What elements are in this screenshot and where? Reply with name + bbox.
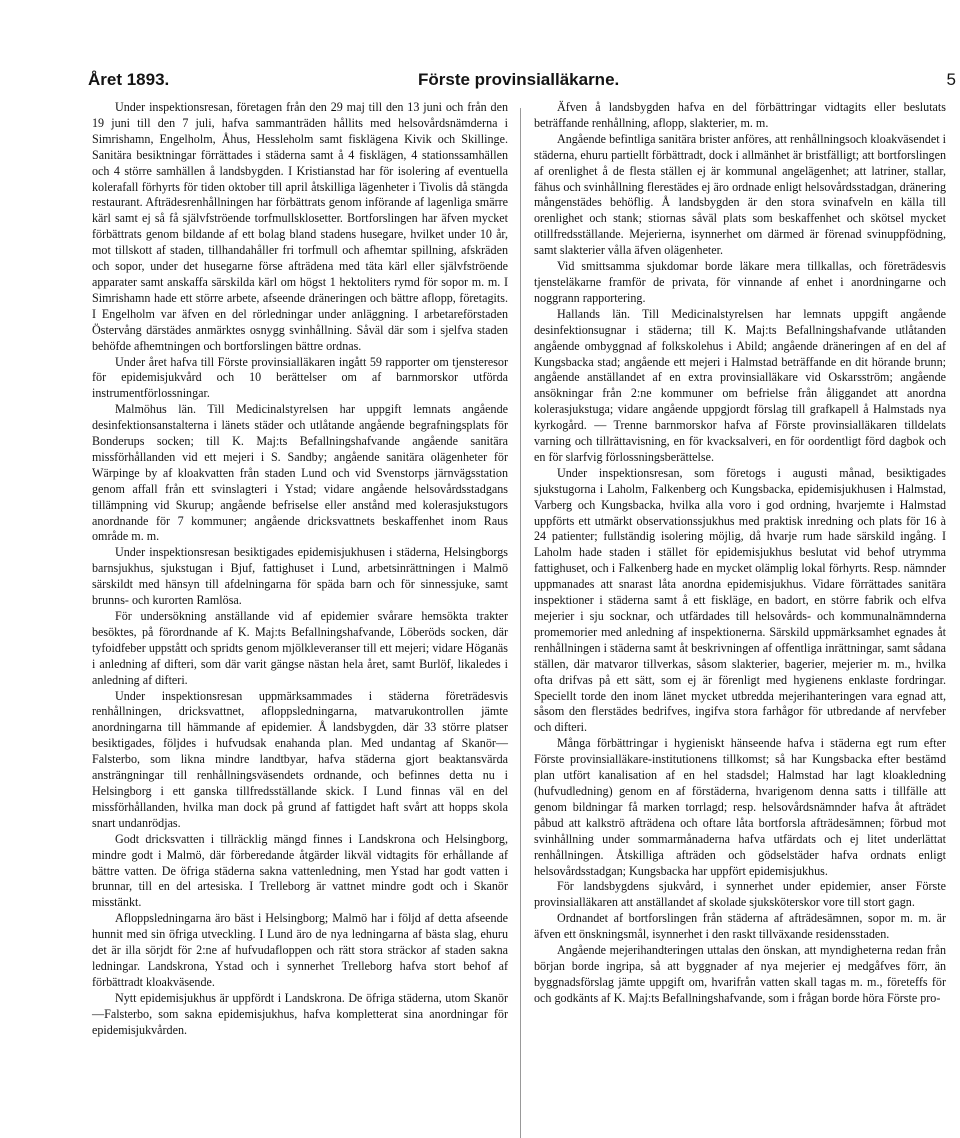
left-column <box>92 100 508 1038</box>
header-year: Året 1893. <box>88 70 170 89</box>
paragraph: Äfven å landsbygden hafva en del förbättringar vidtagits eller beslutats beträffande renhållning, aflopp, slakterier, m. m. <box>534 100 946 130</box>
paragraph: Angående mejerihandteringen uttalas den önskan, att myndigheterna redan från början borde ingripa, så att byggnader af nya mejerier ej medgåfves förr, än byggnadsförslag jämte uppgift om, hvarifrån vatten skall tagas m. m., företeffs för och godkänts af K. Maj:ts Befallningshafvande, som i frågan borde höra Förste pro- <box>534 943 946 1005</box>
paragraph: Afloppsledningarna äro bäst i Helsingborg; Malmö har i följd af detta afseende hunnit med sin öfriga utveckling. I Lund äro de nya ledningarna af bästa slag, ehuru det är illa sörjdt för 2:ne af hufvudafloppen och rätt stora sträckor af staden sakna ledningar. Landskrona, Ystad och i synnerhet Trelleborg hafva stort behof af förbättradt kloakväsende. <box>92 911 508 989</box>
paragraph: Godt dricksvatten i tillräcklig mängd finnes i Landskrona och Helsingborg, mindre godt i Malmö, där förberedande åtgärder likväl vidtagits för erhållande af bättre vatten. De öfriga städerna sakna vattenledning, men Ystad har godt vatten i brunnar, till en del artesiska. I Trelleborg är vattnet mindre godt och i Skanör misstänkt. <box>92 831 508 910</box>
paragraph: Malmöhus län. Till Medicinalstyrelsen har uppgift lemnats angående desinfektionsanstalterna i länets städer och utlåtande angående begrafningsplats för Bonderups socken; till K. Maj:ts Befallningshafvande angående sanitära missförhållanden vid ett mejeri i S. Sandby; angående sanitära olägenheter för Wärpinge by af kloakvatten från staden Lund och vid Svenstorps järnvägsstation genom affall från ett svinslagteri i Ystad; vidare angående helsovårdsstadgans tillämpning vid Skurup; angående befriselse eller anstånd med kolerasjukstugors anordnande för 7 kommuner; angående dricksvattnets beskaffenhet inom Raus område m. m. <box>92 402 508 544</box>
paragraph: Under inspektionsresan uppmärksammades i städerna företrädesvis renhållningen, dricksvattnet, afloppsledningarna, matvarukontrollen jämte anordningarna till hämmande af epidemier. Å landsbygden, där 33 större platser besiktigades, följdes i hufvudsak enahanda plan. Med undantag af Skanör—Falsterbo, som likna mindre landtbyar, hafva städerna gjort beaktansvärda ansträngningar till renhållningsväsendets ordnande, och befinnes detta nu i Helsingborg i ett ganska tillfredsställande skick. I Lund finnas väl en del missförhållanden, hvilka man dock på grund af fattigdet haft svårt att hopps skola snart undanrödjas. <box>92 688 508 830</box>
paragraph: Angående befintliga sanitära brister anföres, att renhållningsoch kloakväsendet i städerna, ehuru partiellt förbättradt, dock i allmänhet är bristfälligt; att bortforslingen af orenlighet å de flesta ställen ej är kommunal angelägenhet; att latriner, stallar, fähus och svinhållning flerestädes ej äro ordnade enligt helsovårdsstadgan, dränering mångenstädes behöflig. Å landsbygden är den stora svinafveln en källa till orenlighet och stank; stiornas såväl plats som beskaffenhet och skötsel mycket otillfredsställande. Mejerierna, isynnerhet om därmed är förenad svinuppfödning, samt slakterier vålla äfven olägenheter. <box>534 131 946 258</box>
header-title: Förste provinsialläkarne. <box>418 70 620 89</box>
paragraph: Ordnandet af bortforslingen från städerna af afträdesämnen, sopor m. m. är äfven ett önskningsmål, isynnerhet i den raskt tillväxande residensstaden. <box>534 911 946 942</box>
paragraph: Många förbättringar i hygieniskt hänseende hafva i städerna egt rum efter Förste provinsialläkare-institutionens tillkomst; så har Kungsbacka efter bestämd plan utfört kanalisation af en hel stadsdel; Halmstad har lagt kloakledning (hufvudledning) genom en af förstäderna, hvarigenom denna satts i tillfälle att genom bildningar få marken torrlagd; resp. helsovårdsnämnder hafva åt afträdet påbud att kalkströ afträdena och oftare låta bortforsla afträdesämnen; förbud mot svinhållning under sommarmånaderna hafva utfärdats och ej litet underlättat renhållningen. Åtskilliga afträden och gödselstäder hafva ordnats enligt helsovårdsstadgan; Kungsbacka har uppfört epidemisjukhus. <box>534 736 946 878</box>
paragraph: För undersökning anställande vid af epidemier svårare hemsökta trakter besöktes, på förordnande af K. Maj:ts Befallningshafvande, Löberöds socken, där tyfoidfeber uppstått och spridts genom mjölkleveranser till ett mejeri; vidare Höganäs i anledning af difteri, som där varit gängse nästan hela året, samt Burlöf, likaledes i anledning af difteri. <box>92 609 508 687</box>
paragraph: Under inspektionsresan, som företogs i augusti månad, besiktigades sjukstugorna i Laholm, Falkenberg och Kungsbacka, epidemisjukhusen i Halmstad, Varberg och Kungsbacka, hvilka alla voro i god ordning, hvarjemte i Halmstad uppförts ett utmärkt observationssjukhus med praktisk inredning och plats för 16 à 24 patienter; fullständig isolering möjlig, då hvarje rum hade särskild ingång. I Laholm hade staden i stället för epidemisjukhus beslutat vid behof utrymma fattighuset, och i Falkenberg hade en mycket olämplig lokal förhyrts. Resp. nämnder uppmanades att snarast låta anordna epidemisjukhus. Vidare förrättades sanitära inspektioner i städerna samt å ett fiskläge, en badort, en större fabrik och elfva mejerier i sju socknar, och utfärdades till helsovårds- och kommunalnämnderna promemorier med anledning af inspektionerna. Särskild uppmärksamhet egnades åt renhållningen i städerna samt åt beskrivningen af offentliga inrättningar, samt sådana ställen, där matvaror tillverkas, såsom slakterier, bagerier, mejerier m. m., hvilka ofta drifvas på ett sätt, som ej är förenligt med hygienens enklaste fordringar. Speciellt torde den inom länet mycket utbredda mejerihanteringen vara egnad att, såsom den flerstädes bedrifves, ingifva stora farhågor för utbredande af nervfeber och difteri. <box>534 465 946 735</box>
paragraph: Under inspektionsresan besiktigades epidemisjukhusen i städerna, Helsingborgs barnsjukhus, sjukstugan i Bjuf, fattighuset i Lund, arbetsinrättningen i Malmö särskildt med hänsyn till afdelningarna för späda barn och för sinnessjuke, samt brunns- och kurorten Ramlösa. <box>92 545 508 608</box>
paragraph: Under inspektionsresan, företagen från den 29 maj till den 13 juni och från den 19 juni till den 7 juli, hafva sammanträden hållits med helsovårdsnämderna i Simrishamn, Engelholm, Åhus, Hessleholm samt fisklägena Kivik och Skillinge. Sanitära besiktningar förrättades i städerna samt å 4 fisklägen, 4 stationssamhällen och 4 större samhällen å landsbygden. I Kristianstad har för isolering af eventuella kolerafall förhyrts för tiden oktober till april åtskilliga lägenheter i Tivolis då stängda restaurant. Afträdesrenhållningen har förbättrats genom införande af lagenliga smärre kärl samt ej så få självfströende torfmullsklosetter. Bortforslingen har äfven mycket förbättrats genom bildande af ett bolag bland stadens husegare, hvilket under 10 år, mot tillskott af staden, tillhandahåller fri torfmull och afhemtar spillning, afskräden och sopor, under det husegarne förse afträdena med täta kärl eller självfströende apparater samt anskaffa särskilda kärl om högst 1 hektoliters rymd för sopor m. m. I Simrishamn hade ett större arbete, afseende dräneringen och bättre aflopp, företagits. I Engelholm var äfven en del rörledningar under anläggning. I arbetareförstaden Östervång därstädes anmärktes osnygg svinhållning. Såväl där som i sjelfva staden behöfde afhemtningen och bortforslingen bättre ordnas. <box>92 100 508 353</box>
paragraph: Under året hafva till Förste provinsialläkaren ingått 59 rapporter om tjensteresor för epidemisjukvård och 10 berättelser om af barnmorskor utförda instrumentförlossningar. <box>92 354 508 401</box>
paragraph: Hallands län. Till Medicinalstyrelsen har lemnats uppgift angående desinfektionsugnar i städerna; till K. Maj:ts Befallningshafvande utlåtanden angående ombyggnad af folkskolehus i Abild; angående dräneringen af en del af Kungsbacka stad; angående ett mejeri i Halmstad beträffande en dit hörande brunn; angående anställandet af en extra provinsialläkare vid Oskarsström; angående ansökningar från 2:ne kommuner om befrielse från åliggandet att anordna kolerasjukstuga; vidare angående uppgjordt förslag till grafkapell å Halmstads nya kyrkogård. — Trenne barnmorskor hafva af Förste provinsialläkaren tilldelats varning och tillrättavisning, en för kvacksalveri, en för oordentligt förd dagbok och en för slarfvig förlossningsberättelse. <box>534 306 946 464</box>
right-column <box>534 100 946 1007</box>
column-divider <box>520 108 521 1138</box>
page-number: 5 <box>946 70 956 89</box>
paragraph: För landsbygdens sjukvård, i synnerhet under epidemier, anser Förste provinsialläkaren att anställandet af skolade sjuksköterskor vore till stort gagn. <box>534 879 946 910</box>
running-header <box>88 70 956 94</box>
paragraph: Nytt epidemisjukhus är uppfördt i Landskrona. De öfriga städerna, utom Skanör—Falsterbo, som sakna epidemisjukhus, hafva kompletterat sina anordningar för epidemisjukvården. <box>92 990 508 1037</box>
paragraph: Vid smittsamma sjukdomar borde läkare mera tillkallas, och företrädesvis tjensteläkarne framför de privata, för vinnande af enhet i anordningarne och noggrann rapportering. <box>534 259 946 305</box>
